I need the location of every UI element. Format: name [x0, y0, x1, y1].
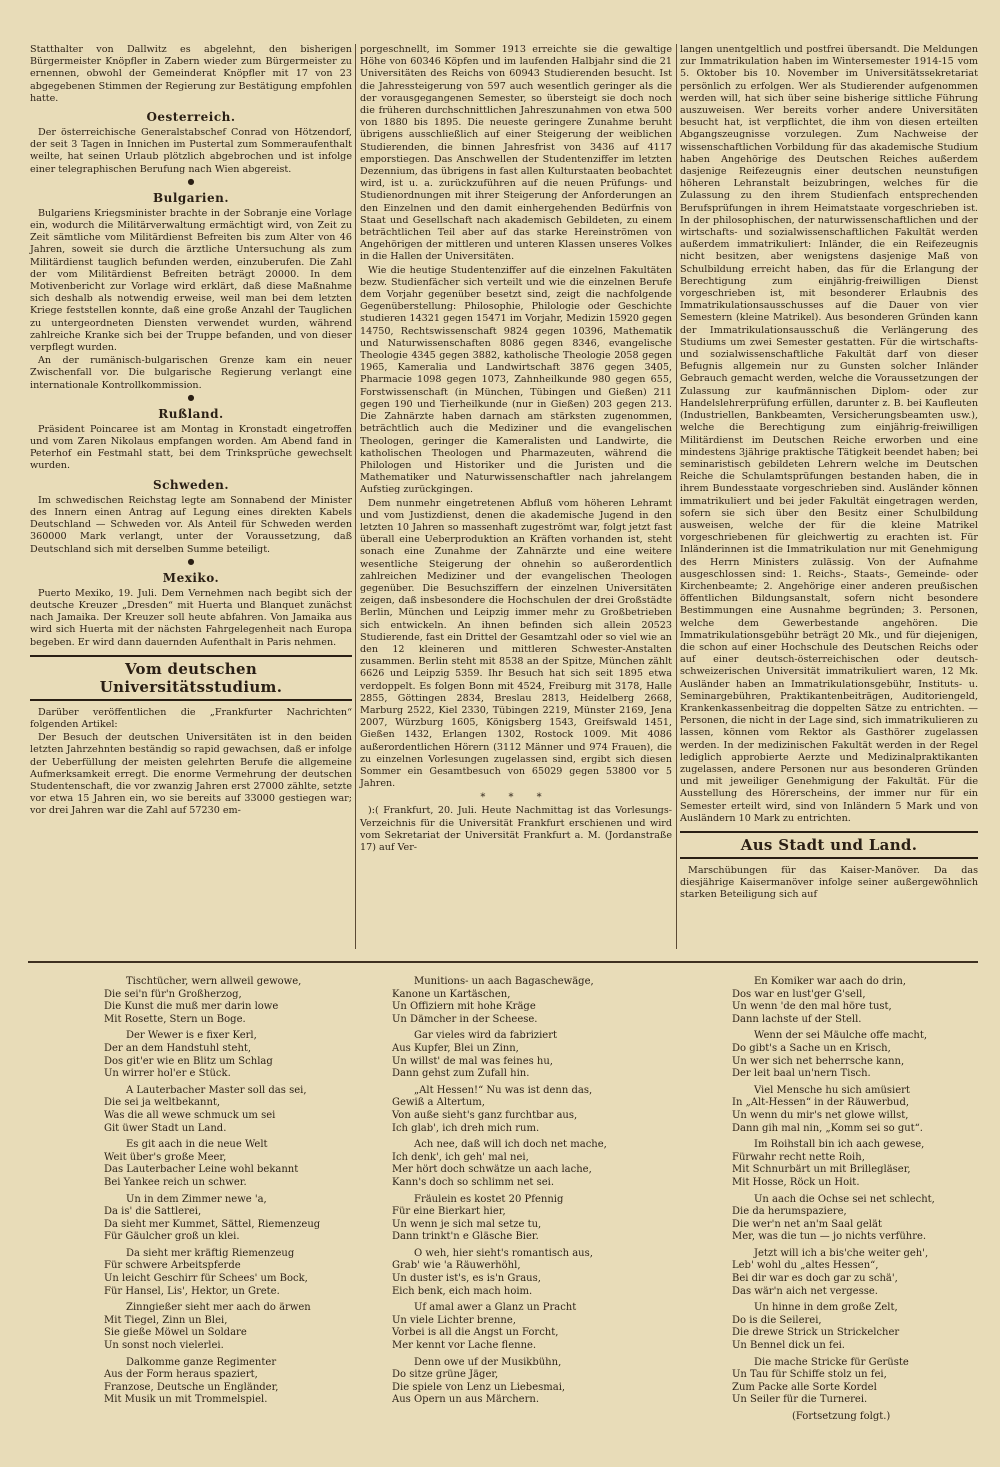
poem-line: Un in dem Zimmer newe 'a, — [126, 1193, 267, 1205]
poem-stanza — [104, 1030, 350, 1080]
column-3 — [680, 44, 978, 903]
poem-stanza — [104, 1194, 350, 1244]
poem-line: Mer hört doch schwätze un aach lache, — [392, 1164, 592, 1176]
poem-line: Der an dem Handstuhl steht, — [104, 1042, 252, 1054]
poem-line: Mit Schnurbärt un mit Brillegläser, — [732, 1164, 911, 1176]
poem-line: Zinngießer sieht mer aach do ärwen — [126, 1302, 311, 1314]
poem-line: Un Bennel dick un fei. — [732, 1340, 845, 1352]
poem-line: Gewiß a Altertum, — [392, 1097, 485, 1109]
poem-line: Die sei ja weltbekannt, — [104, 1097, 221, 1109]
section-heading: Bulgarien. — [152, 190, 229, 205]
poem-stanza — [392, 1302, 672, 1352]
article-headline: Vom deutschen Universitätsstudium. — [30, 655, 352, 701]
poem-line: Für Gäulcher groß un klei. — [104, 1231, 240, 1243]
poem-line: Vorbei is all die Angst un Forcht, — [392, 1327, 559, 1339]
poem-line: Aus Opern un aus Märchern. — [392, 1394, 540, 1406]
poem-column-2 — [362, 976, 672, 1411]
separator-dot-icon: ● — [187, 556, 195, 566]
article-paragraph: Wie die heutige Studentenziffer auf die einzelnen Fakultäten bezw. Studienfächer sich verteilt und wie die einzelnen Berufe dem Vorjahr gegenüber besetzt sind, zeigt die nachfolgende Gegenüberstellung: Philosophie, Philologie oder Geschichte studieren 14321 gegen 15471 im Vorjahr, Medizin 15920 gegen 14750, Rechtswissenschaft 9824 gegen 10396, Mathematik und Naturwissenschaften 8086 gegen 8346, evangelische Theologie 4345 gegen 3882, katholische Theologie 2058 gegen 1965, Kameralia und Landwirtschaft 3876 gegen 3405, Pharmacie 1098 gegen 1073, Zahnheilkunde 980 gegen 655, Forstwissenschaft (in München, Tübingen und Gießen) 211 gegen 190 und Tierheilkunde (nur in Gießen) 203 gegen 213. Die Zahnärzte haben darnach am stärksten zugenommen, beträchtlich auch die Mediziner und die evangelischen Theologen, geringer die Kameralisten und Landwirte, die katholischen Theologen und Pharmazeuten, während die Philologen und Historiker und die Juristen und die Mathematiker und Naturwissenschaftler nach jahrelangem Aufstieg zurückgingen. — [360, 264, 672, 496]
column-rule — [676, 44, 677, 949]
section-divider — [28, 961, 978, 963]
poem-line: Da sieht mer Kummet, Sättel, Riemenzeug — [104, 1218, 321, 1230]
poem-stanza — [104, 1302, 350, 1352]
poem-line: Dos git'er wie en Blitz um Schlag — [104, 1055, 273, 1067]
poem-column-3 — [682, 976, 978, 1424]
poem-stanza — [104, 976, 350, 1026]
poem-stanza — [104, 1248, 350, 1298]
poem-line: Der leit baal un'nern Tisch. — [732, 1068, 871, 1080]
article-paragraph: ):( Frankfurt, 20. Juli. Heute Nachmittag ist das Vorlesungs-Verzeichnis für die Universität Frankfurt erschienen und wird vom Sekretariat der Universität Frankfurt a. M. (Jordanstraße 17) auf Ver- — [360, 805, 672, 853]
poem-stanza — [392, 1030, 672, 1080]
section-heading: Mexiko. — [162, 570, 220, 585]
separator-dot-icon: ● — [187, 392, 195, 402]
poem-line: Wenn der sei Mäulche offe macht, — [754, 1030, 928, 1042]
poem-stanza — [732, 1194, 978, 1244]
poem-line: Jetzt will ich a bis'che weiter geh', — [754, 1247, 929, 1259]
poem-line: Dann lachste uf der Stell. — [732, 1013, 862, 1025]
poem-line: Viel Mensche hu sich amüsiert — [754, 1084, 910, 1096]
poem-line: Dann gehst zum Zufall hin. — [392, 1068, 530, 1080]
article-paragraph: Im schwedischen Reichstag legte am Sonnabend der Minister des Innern einen Antrag auf Legung eines direkten Kabels Deutschland — Schweden vor. Als Anteil für Schweden werden 360000 Mark verlangt, unter der Voraussetzung, daß Deutschland sich mit derselben Summe beteiligt. — [30, 494, 352, 555]
column-1 — [30, 44, 352, 819]
poem-line: Mit Hosse, Röck un Hoit. — [732, 1176, 860, 1188]
poem-line: Kann's doch so schlimm net sei. — [392, 1176, 555, 1188]
poem-line: In „Alt-Hessen“ in der Räuwerbud, — [732, 1097, 910, 1109]
poem-line: Un viele Lichter brenne, — [392, 1314, 516, 1326]
article-paragraph: Präsident Poincaree ist am Montag in Kronstadt eingetroffen und vom Zaren Nikolaus empfangen worden. Am Abend fand in Peterhof ein Festmahl statt, bei dem Trinksprüche gewechselt wurden. — [30, 423, 352, 472]
poem-stanza — [732, 1302, 978, 1352]
poem-line: Da is' die Sattlerei, — [104, 1206, 202, 1218]
article-paragraph: Statthalter von Dallwitz es abgelehnt, den bisherigen Bürgermeister Knöpfler in Zabern wieder zum Bürgermeister zu ernennen, obwohl der Gemeinderat Knöpfler mit 17 von 23 abgegebenen Stimmen der Regierung zur Bestätigung empfohlen hatte. — [30, 44, 352, 104]
poem-line: Franzose, Deutsche un Engländer, — [104, 1381, 279, 1393]
poem-line: Da sieht mer kräftig Riemenzeug — [126, 1247, 295, 1259]
poem-line: Aus Kupfer, Blei un Zinn, — [392, 1042, 519, 1054]
poem-line: Un aach die Ochse sei net schlecht, — [754, 1193, 935, 1205]
poem-line: Do gibt's a Sache un en Krisch, — [732, 1042, 891, 1054]
poem-line: Fräulein es kostet 20 Pfennig — [414, 1193, 564, 1205]
poem-line: Un willst' de mal was feines hu, — [392, 1055, 553, 1067]
article-paragraph: Darüber veröffentlichen die „Frankfurter Nachrichten“ folgenden Artikel: — [30, 706, 352, 730]
article-paragraph: langen unentgeltlich und postfrei übersandt. Die Meldungen zur Immatrikulation haben im Wintersemester 1914-15 vom 5. Oktober bis 10. November im Universitätssekretariat persönlich zu erfolgen. Wer als Studierender aufgenommen werden will, hat sich über seine bisherige sittliche Führung auszuweisen. Wer bereits vorher andere Universitäten besucht hat, ist verpflichtet, die ihm von diesen erteilten Abgangszeugnisse vorzulegen. Zum Nachweise der wissenschaftlichen Vorbildung für das akademische Studium haben Angehörige des Deutschen Reiches außerdem dasjenige Reifezeugnis einer deutschen neunstufigen höheren Lehranstalt beizubringen, welches für die Zulassung zu den ihrem Studienfach entsprechenden Berufsprüfungen in ihrem Heimatstaate vorgeschrieben ist. In der philosophischen, der naturwissenschaftlichen und der wirtschafts- und sozialwissenschaftlichen Fakultät werden außerdem immatrikuliert: Inländer, die ein Reifezeugnis nicht besitzen, aber wenigstens dasjenige Maß von Schulbildung erreicht haben, das für die Erlangung der Berechtigung zum einjährig-freiwilligen Dienst vorgeschrieben ist, mit besonderer Erlaubnis des Immatrikulationsausschusses auf die Dauer von vier Semestern (kleine Matrikel). Aus besonderen Gründen kann der Immatrikulationsausschuß die Verlängerung des Studiums um zwei Semester gestatten. Für die wirtschafts- und sozialwissenschaftliche Fakultät darf von dieser Befugnis allgemein nur zu Gunsten solcher Inländer Gebrauch gemacht werden, welche die Voraussetzungen der Zulassung zur kaufmännischen Diplom- oder zur Handelslehrerprüfung erfüllen, darunter z. B. bei Kaufleuten (Industriellen, Bankbeamten, Versicherungsbeamten usw.), welche die Berechtigung zum einjährig-freiwilligen Militärdienst im Deutschen Reiche erworben und eine mindestens 3jährige praktische Tätigkeit beendet haben; bei seminaristisch gebildeten Lehrern welche im Deutschen Reiche die Schulamtsprüfungen bestanden haben, die in ihrem Bundesstaate vorgeschrieben sind. Ausländer können immatrikuliert und bei jeder Fakultät eingetragen werden, sofern sie sich über den Besitz einer Schulbildung ausweisen, welche der für die kleine Matrikel vorgeschriebenen für gleichwertig zu erachten ist. Für Inländerinnen ist die Immatrikulation nur mit Genehmigung des Herrn Ministers zulässig. Von der Aufnahme ausgeschlossen sind: 1. Reichs-, Staats-, Gemeinde- oder Kirchenbeamte; 2. Angehörige einer anderen preußischen öffentlichen Bildungsanstalt, sofern nicht besondere Bestimmungen eine Ausnahme begründen; 3. Personen, welche dem Gewerbestande angehören. Die Immatrikulationsgebühr beträgt 20 Mk., und für diejenigen, die schon auf einer Hochschule des Deutschen Reichs oder auf einer deutsch-österreichischen oder deutsch-schweizerischen Universität immatrikuliert waren, 12 Mk. Ausländer haben an Immatrikulationsgebühr, Instituts- u. Seminargebühren, Praktikantenbeiträgen, Auditoriengeld, Krankenkassenbeitrag die doppelten Sätze zu entrichten. — Personen, die nicht in der Lage sind, sich immatrikulieren zu lassen, können vom Rektor als Gasthörer zugelassen werden. In der medizinischen Fakultät werden in der Regel lediglich approbierte Aerzte und Medizinalpraktikanten zugelassen, andere Personen nur aus besonderen Gründen und mit jeweiliger Genehmigung der Fakultät. Für die Ausstellung des Hörerscheins, der immer nur für ein Semester erteilt wird, sind von Inländern 5 Mark und von Ausländern 10 Mark zu entrichten. — [680, 44, 978, 824]
poem-line: Ich denk', ich geh' mal nei, — [392, 1151, 529, 1163]
poem-line: En Komiker war aach do drin, — [754, 976, 906, 987]
poem-line: Für eine Bierkart hier, — [392, 1206, 506, 1218]
poem-line: Kanone un Kartäschen, — [392, 988, 511, 1000]
poem-line: Git üwer Stadt un Land. — [104, 1122, 227, 1134]
poem-line: Un wenn je sich mal setze tu, — [392, 1218, 542, 1230]
poem-line: „Alt Hessen!“ Nu was ist denn das, — [414, 1084, 593, 1096]
separator-dot-icon: ● — [187, 176, 195, 186]
poem-line: Fürwahr recht nette Roih, — [732, 1151, 865, 1163]
continuation-note: (Fortsetzung folgt.) — [792, 1411, 891, 1422]
poem-line: O weh, hier sieht's romantisch aus, — [414, 1247, 593, 1259]
poem-line: Eich benk, eich mach hoim. — [392, 1285, 533, 1297]
article-paragraph: Dem nunmehr eingetretenen Abfluß vom höheren Lehramt und vom Justizdienst, denen die akademische Jugend in den letzten 10 Jahren so massenhaft zugeströmt war, folgt jetzt fast überall eine Ueberproduktion an Kräften vorhanden ist, steht sonach eine Zunahme der Zahnärzte und eine weitere wesentliche Steigerung der ohnehin so außerordentlich zahlreichen Mediziner und der evangelischen Theologen gegenüber. Die Besuchsziffern der einzelnen Universitäten zeigen, daß insbesondere die Hochschulen der drei Großstädte Berlin, München und Leipzig immer mehr zu Großbetrieben sich entwickeln. An ihnen befinden sich allein 20523 Studierende, fast ein Drittel der Gesamtzahl oder so viel wie an den 12 kleineren und mittleren Schwester-Anstalten zusammen. Berlin steht mit 8538 an der Spitze, München zählt 6626 und Leipzig 5359. Ihr Besuch hat sich seit 1895 etwa verdoppelt. Es folgen Bonn mit 4524, Freiburg mit 3178, Halle 2855, Göttingen 2834, Breslau 2813, Heidelberg 2668, Marburg 2522, Kiel 2330, Tübingen 2219, Münster 2169, Jena 2007, Würzburg 1605, Königsberg 1543, Greifswald 1451, Gießen 1432, Erlangen 1302, Rostock 1009. Mit 4086 außerordentlichen Hörern (3112 Männer und 974 Frauen), die zu einzelnen Vorlesungen zugelassen sind, ergibt sich diesen Sommer ein Gesamtbesuch von 65029 gegen 53800 vor 5 Jahren. — [360, 497, 672, 790]
poem-line: Aus der Form heraus spaziert, — [104, 1369, 258, 1381]
poem-line: Ich glab', ich dreh mich rum. — [392, 1122, 540, 1134]
poem-line: Dalkomme ganze Regimenter — [126, 1356, 277, 1368]
poem-line: Gar vieles wird da fabriziert — [414, 1030, 557, 1042]
article-paragraph: An der rumänisch-bulgarischen Grenze kam ein neuer Zwischenfall vor. Die bulgarische Regierung verlangt eine internationale Kontrollkommission. — [30, 355, 352, 391]
poem-line: Mit Rosette, Stern un Boge. — [104, 1013, 246, 1025]
poem-line: Mer kennt vor Lache flenne. — [392, 1340, 537, 1352]
poem-line: Un Offiziern mit hohe Kräge — [392, 1001, 536, 1013]
poem-line: Weit über's große Meer, — [104, 1151, 227, 1163]
poem-line: Die mache Stricke für Gerüste — [754, 1356, 909, 1368]
poem-line: Was die all wewe schmuck um sei — [104, 1109, 276, 1121]
article-paragraph: Der österreichische Generalstabschef Conrad von Hötzendorf, der seit 3 Tagen in Innichen im Pustertal zum Sommeraufenthalt weilte, hat seinen Urlaub plötzlich abgebrochen und ist infolge einer telegraphischen Berufung nach Wien abgereist. — [30, 127, 352, 175]
poem-line: Un Dämcher in der Scheese. — [392, 1013, 538, 1025]
poem-line: Die wer'n net an'm Saal gelät — [732, 1218, 882, 1230]
article-paragraph: Bulgariens Kriegsminister brachte in der Sobranje eine Vorlage ein, wodurch die Militärverwaltung ermächtigt wird, von Zeit zu Zeit sämtliche vom Militärdienst Befreiten bis zum Alter von 46 Jahren, soweit sie durch die ärztliche Untersuchung als zum Militärdienst tauglich befunden werden, einzuberufen. Die Zahl der vom Militärdienst Befreiten beträgt 20000. In dem Motivenbericht zur Vorlage wird erklärt, daß diese Maßnahme sich deshalb als notwendig erweise, weil man bei dem letzten Kriege feststellen konnte, daß eine große Anzahl der Tauglichen zu untergeordneten Diensten verwendet wurden, während zahlreiche Kranke sich bei der Truppe befanden, und von dieser verpflegt wurden. — [30, 207, 352, 354]
poem-stanza — [392, 1194, 672, 1244]
poem-stanza — [104, 1139, 350, 1189]
poem-line: Un Tau für Schiffe stolz un fei, — [732, 1369, 887, 1381]
poem-line: Das wär'n aich net vergesse. — [732, 1285, 878, 1297]
article-paragraph: Der Besuch der deutschen Universitäten ist in den beiden letzten Jahrzehnten beständig so rapid gewachsen, daß er infolge der Ueberfüllung der meisten gelehrten Berufe die allgemeine Aufmerksamkeit erregt. Die enorme Vermehrung der deutschen Studentenschaft, die vor zwanzig Jahren erst 27000 zählte, setzte vor etwa 15 Jahren ein, wo sie bereits auf 33000 gestiegen war; vor drei Jahren war die Zahl auf 57230 em- — [30, 732, 352, 817]
poem-line: Bei dir war es doch gar zu schä', — [732, 1273, 898, 1285]
poem-stanza — [732, 976, 978, 1026]
poem-stanza — [392, 1357, 672, 1407]
section-heading: Schweden. — [152, 477, 230, 492]
poem-line: Un Seiler für die Turnerei. — [732, 1394, 868, 1406]
poem-line: Ach nee, daß will ich doch net mache, — [414, 1139, 607, 1151]
poem-line: Mer, was die tun — jo nichts verführe. — [732, 1231, 927, 1243]
poem-stanza — [392, 1139, 672, 1189]
poem-column-1 — [30, 976, 350, 1411]
poem-line: Dos war en lust'ger G'sell, — [732, 988, 866, 1000]
poem-line: Un sonst noch vielerlei. — [104, 1340, 224, 1352]
poem-line: Un wenn du mir's net glowe willst, — [732, 1109, 909, 1121]
poem-line: Dann gih mal nin, „Komm sei so gut“. — [732, 1122, 923, 1134]
poem-line: Das Lauterbacher Leine wohl bekannt — [104, 1164, 299, 1176]
separator-stars-icon: * * * — [480, 792, 552, 804]
poem-line: Bei Yankee reich un schwer. — [104, 1176, 247, 1188]
poem-line: Un hinne in dem große Zelt, — [754, 1302, 898, 1314]
poem-line: Für Hansel, Lis', Hektor, un Grete. — [104, 1285, 280, 1297]
poem-line: Die drewe Strick un Strickelcher — [732, 1327, 900, 1339]
poem-line: Tischtücher, wern allweil gewowe, — [126, 976, 302, 987]
poem-line: Un duster ist's, es is'n Graus, — [392, 1273, 541, 1285]
poem-line: Zum Packe alle Sorte Kordel — [732, 1381, 877, 1393]
poem-stanza — [732, 1085, 978, 1135]
poem-line: Die da herumspaziere, — [732, 1206, 847, 1218]
poem-line: Die Kunst die muß mer darin lowe — [104, 1001, 279, 1013]
poem-stanza — [392, 976, 672, 1026]
section-heading: Oesterreich. — [146, 110, 236, 125]
section-headline: Aus Stadt und Land. — [680, 831, 978, 859]
poem-line: Un leicht Geschirr für Schees' um Bock, — [104, 1273, 308, 1285]
poem-line: Un wer sich net beherrsche kann, — [732, 1055, 905, 1067]
poem-line: A Lauterbacher Master soll das sei, — [126, 1084, 307, 1096]
poem-stanza — [732, 1248, 978, 1298]
poem-line: Der Wewer is e fixer Kerl, — [126, 1030, 257, 1042]
column-2 — [360, 44, 672, 855]
poem-line: Munitions- un aach Bagaschewäge, — [414, 976, 594, 987]
poem-line: Für schwere Arbeitspferde — [104, 1260, 241, 1272]
column-rule — [355, 44, 356, 949]
poem-line: Do is die Seilerei, — [732, 1314, 822, 1326]
poem-stanza — [104, 1357, 350, 1407]
poem-line: Grab' wie 'a Räuwerhöhl, — [392, 1260, 521, 1272]
poem-stanza — [392, 1085, 672, 1135]
poem-stanza — [732, 1357, 978, 1407]
poem-stanza — [392, 1248, 672, 1298]
poem-line: Dann trinkt'n e Gläsche Bier. — [392, 1231, 539, 1243]
poem-stanza — [732, 1139, 978, 1189]
poem-line: Uf amal awer a Glanz un Pracht — [414, 1302, 577, 1314]
poem-line: Leb' wohl du „altes Hessen“, — [732, 1260, 879, 1272]
poem-line: Von auße sieht's ganz furchtbar aus, — [392, 1109, 578, 1121]
poem-stanza — [104, 1085, 350, 1135]
poem-line: Do sitze grüne Jäger, — [392, 1369, 499, 1381]
poem-line: Un wirrer hol'er e Stück. — [104, 1068, 231, 1080]
poem-line: Im Roihstall bin ich aach gewese, — [754, 1139, 925, 1151]
article-paragraph: Puerto Mexiko, 19. Juli. Dem Vernehmen nach begibt sich der deutsche Kreuzer „Dresden“ mit Huerta und Blanquet zunächst nach Jamaika. Der Kreuzer soll heute abfahren. Von Jamaika aus wird sich Huerta mit der nächsten Fahrgelegenheit nach Europa begeben. Er wird dann dauernden Aufenthalt in Paris nehmen. — [30, 587, 352, 648]
section-heading: Rußland. — [158, 406, 224, 421]
poem-stanza — [732, 1030, 978, 1080]
poem-line: Sie gieße Möwel un Soldare — [104, 1327, 247, 1339]
poem-line: Un wenn 'de den mal höre tust, — [732, 1001, 892, 1013]
poem-line: Es git aach in die neue Welt — [126, 1139, 268, 1151]
article-paragraph: porgeschnellt, im Sommer 1913 erreichte sie die gewaltige Höhe von 60346 Köpfen und im laufenden Halbjahr sind die 21 Universitäten des Reichs von 60943 Studierenden besucht. Ist die Jahressteigerung von 597 auch wesentlich geringer als die der vorausgegangenen Semester, so übersteigt sie doch noch die früheren durchschnittlichen Jahreszunahmen von etwa 500 von 1880 bis 1895. Die neueste geringere Zunahme beruht übrigens ausschließlich auf einer Steigerung der weiblichen Studierenden, die binnen Jahresfrist von 3436 auf 4117 emporstiegen. Das Anschwellen der Studentenziffer im letzten Dezennium, das übrigens in fast allen Kulturstaaten beobachtet wird, ist u. a. zurückzuführen auf die neuen Prüfungs- und Studienordnungen mit ihrer Steigerung der Anforderungen an den Einzelnen und den damit einhergehenden Bedürfnis von Staat und Gesellschaft nach akademisch Gebildeten, zu einem beträchtlichen Teil aber auf das starke Hereinströmen von Angehörigen der mittleren und unteren Klassen unseres Volkes in die Hallen der Universitäten. — [360, 44, 672, 263]
poem-line: Mit Musik un mit Trommelspiel. — [104, 1394, 268, 1406]
article-paragraph: Marschübungen für das Kaiser-Manöver. Da das diesjährige Kaisermanöver infolge seiner außergewöhnlich starken Beteiligung sich auf — [680, 865, 978, 901]
poem-line: Die spiele von Lenz un Liebesmai, — [392, 1381, 566, 1393]
poem-line: Mit Tiegel, Zinn un Blei, — [104, 1314, 228, 1326]
poem-line: Die sei'n für'n Großherzog, — [104, 988, 242, 1000]
poem-line: Denn owe uf der Musikbühn, — [414, 1356, 562, 1368]
